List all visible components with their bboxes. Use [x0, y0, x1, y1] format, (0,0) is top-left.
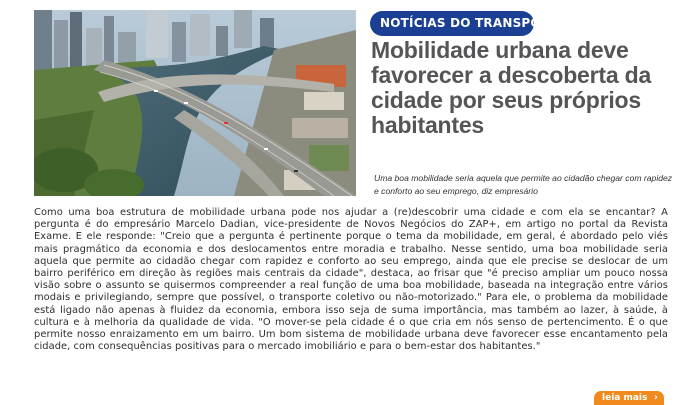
article-photo [34, 10, 356, 196]
article-headline: Mobilidade urbana deve favorecer a descoberta da cidade por seus próprios habitantes [371, 37, 652, 138]
read-more-label: leia mais [602, 393, 648, 403]
photo-caption: Uma boa mobilidade seria aquela que permite ao cidadão chegar com rapidez e conforto ao seu emprego, diz empresário [374, 173, 673, 196]
city-aerial-illustration [34, 10, 356, 196]
article-body: Como uma boa estrutura de mobilidade urbana pode nos ajudar a (re)descobrir uma cidade e com ela se encantar? A pergunta é do empresário Marcelo Dadian, vice-presidente de Novos Negócios do ZAP+, em artigo no portal da Revista Exame. E ele responde: "Creio que a pergunta é pertinente porque o tema da mobilidade, em geral, é abordado pelo viés mais pragmático da economia e dos deslocamentos entre moradia e trabalho. Nesse sentido, uma boa mobilidade seria aquela que permite ao cidadão chegar com rapidez e conforto ao seu emprego, ainda que ele precise se deslocar de um bairro periférico em direção às regiões mais centrais da cidade", destaca, ao frisar que "é preciso ampliar um pouco nossa visão sobre o assunto se quisermos compreender a real função de uma boa mobilidade, baseada na integração entre vários modais e privilegiando, sempre que possível, o transporte coletivo ou não-motorizado." Para ele, o problema da mobilidade está ligado não apenas à fluidez da economia, embora isso seja de suma importância, mas também ao lazer, à saúde, à cultura e à melhoria da qualidade de vida. "O mover-se pela cidade é o que cria em nós senso de pertencimento. É o que permite nosso enraizamento em um bairro. Um bom sistema de mobilidade urbana deve favorecer esse encantamento pela cidade, com consequências positivas para o mercado imobiliário e para o bem-estar dos habitantes." [34, 207, 668, 353]
read-more-button[interactable] [594, 391, 664, 405]
section-tag: NOTÍCIAS DO TRANSPORTE [370, 11, 534, 36]
chevron-right-icon: › [653, 392, 658, 403]
